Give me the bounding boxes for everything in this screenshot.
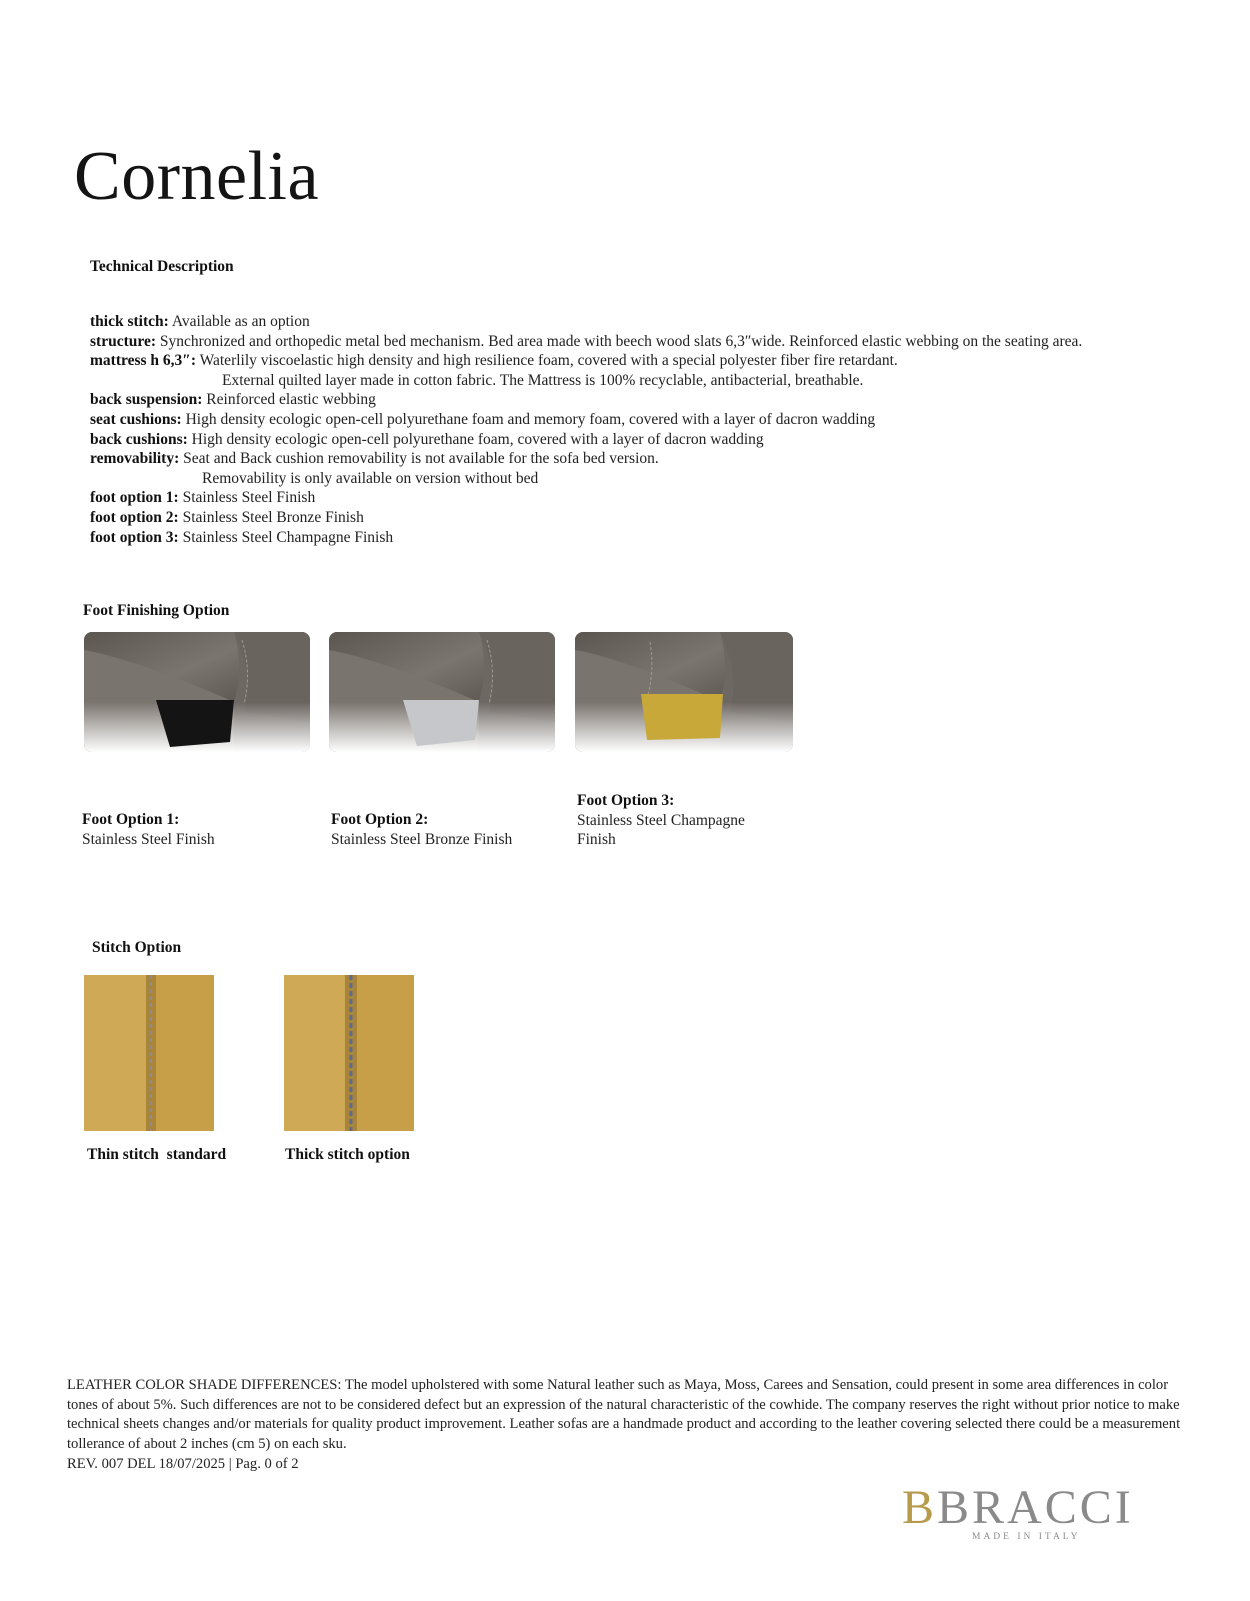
- stitch-option-heading: Stitch Option: [92, 939, 182, 956]
- spec-key: removability:: [90, 450, 180, 468]
- foot-option-1-label: [82, 810, 215, 849]
- product-title: Cornelia: [74, 138, 320, 215]
- foot-option-3-label: [577, 791, 745, 850]
- spec-foot-option-1: [90, 488, 1082, 508]
- spec-value: Available as an option: [171, 313, 310, 330]
- foot-option-desc: Stainless Steel Bronze Finish: [331, 830, 513, 848]
- thin-stitch-image: [84, 975, 214, 1131]
- spec-value: Waterlily viscoelastic high density and high resilience foam, covered with a special polyester fiber fire retardant.: [199, 352, 898, 370]
- spec-key: structure:: [90, 332, 156, 350]
- spec-value: High density ecologic open-cell polyurethane foam, covered with a layer of dacron wadding: [191, 430, 764, 448]
- foot-option-desc-continuation: Finish: [577, 831, 616, 849]
- foot-finishing-heading: Foot Finishing Option: [83, 602, 230, 619]
- spec-key: foot option 1:: [90, 489, 179, 507]
- spec-key: thick stitch:: [90, 313, 169, 330]
- foot-option-3-image: [575, 632, 793, 752]
- thick-stitch-image: [284, 975, 414, 1131]
- spec-structure: [90, 332, 1082, 352]
- spec-value: Stainless Steel Champagne Finish: [182, 528, 394, 546]
- foot-option-1-image: [84, 632, 310, 752]
- spec-key: foot option 2:: [90, 508, 179, 526]
- spec-list: [90, 312, 1082, 547]
- spec-key: seat cushions:: [90, 410, 182, 428]
- foot-option-title: Foot Option 1:: [82, 811, 180, 828]
- spec-removability: [90, 449, 1082, 469]
- thin-stitch-caption: Thin stitch standard: [87, 1146, 227, 1163]
- spec-value: High density ecologic open-cell polyurethane foam and memory foam, covered with a layer of dacron wadding: [185, 410, 876, 428]
- technical-description-heading: Technical Description: [90, 258, 234, 275]
- spec-value: Reinforced elastic webbing: [206, 391, 376, 409]
- spec-foot-option-3: [90, 528, 1082, 548]
- spec-key: mattress h 6,3″:: [90, 352, 196, 370]
- foot-option-title: Foot Option 3:: [577, 792, 675, 809]
- foot-option-title: Foot Option 2:: [331, 811, 429, 828]
- spec-back-cushions: [90, 430, 1082, 450]
- spec-seat-cushions: [90, 410, 1082, 430]
- bbracci-logo: [902, 1481, 1162, 1544]
- foot-option-desc: Stainless Steel Finish: [82, 830, 215, 848]
- spec-value: Stainless Steel Finish: [182, 489, 316, 507]
- foot-option-desc: Stainless Steel Champagne: [577, 811, 745, 829]
- foot-option-2-label: [331, 810, 512, 849]
- spec-thick-stitch: [90, 312, 1082, 332]
- logo-wordmark: BBRACCI: [902, 1481, 1134, 1534]
- logo-tagline: MADE IN ITALY: [972, 1532, 1081, 1542]
- spec-key: back suspension:: [90, 391, 203, 409]
- spec-mattress-continuation: External quilted layer made in cotton fabric. The Mattress is 100% recyclable, antibacterial, breathable.: [222, 371, 864, 389]
- foot-option-2-image: [329, 632, 555, 752]
- spec-key: back cushions:: [90, 430, 188, 448]
- leather-disclaimer: LEATHER COLOR SHADE DIFFERENCES: The model upholstered with some Natural leather such as Maya, Moss, Carees and Sensation, could present in some area differences in color tones of about 5%. Such differences are not to be considered defect but an expression of the natural characteristic of the cowhide. The company reserves the right without prior notice to make technical sheets changes and/or materials for quality product improvement. Leather sofas are a handmade product and according to the leather covering selected there could be a measurement tollerance of about 2 inches (cm 5) on each sku.: [67, 1377, 1181, 1452]
- spec-mattress: [90, 351, 1082, 371]
- thick-stitch-caption: Thick stitch option: [285, 1146, 410, 1163]
- spec-value: Seat and Back cushion removability is not available for the sofa bed version.: [183, 450, 659, 468]
- spec-key: foot option 3:: [90, 528, 179, 546]
- spec-back-suspension: [90, 390, 1082, 410]
- spec-foot-option-2: [90, 508, 1082, 528]
- spec-value: Synchronized and orthopedic metal bed mechanism. Bed area made with beech wood slats 6,3″wide. Reinforced elastic webbing on the seating area.: [159, 332, 1083, 350]
- spec-removability-continuation: Removability is only available on version without bed: [202, 469, 539, 487]
- revision-info: REV. 007 DEL 18/07/2025 | Pag. 0 of 2: [67, 1456, 299, 1472]
- spec-value: Stainless Steel Bronze Finish: [182, 508, 364, 526]
